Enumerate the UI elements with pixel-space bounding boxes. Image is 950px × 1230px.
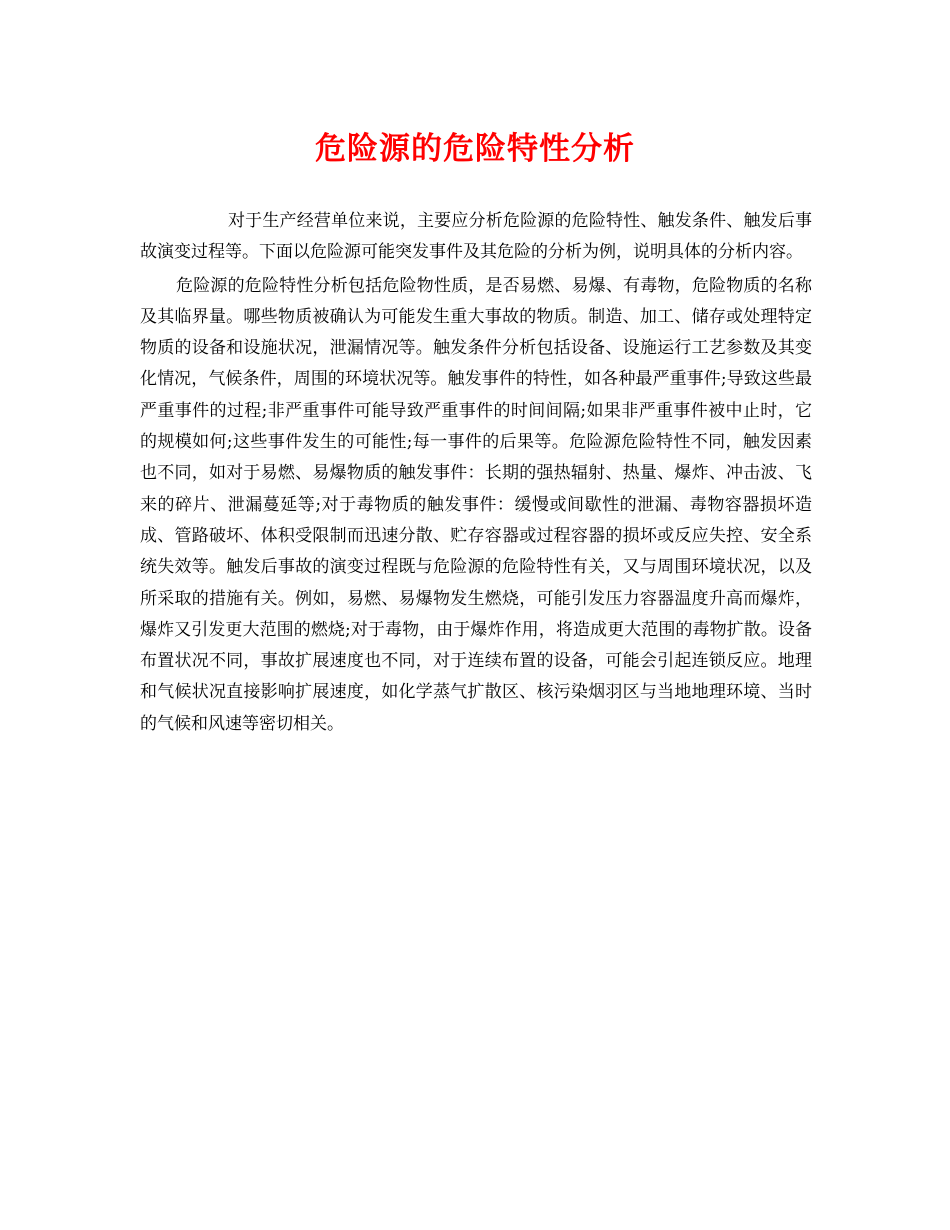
document-body (140, 206, 812, 740)
document-title: 危险源的危险特性分析 (315, 131, 635, 167)
paragraph-analysis: 危险源的危险特性分析包括危险物性质，是否易燃、易爆、有毒物，危险物质的名称及其临界量。哪些物质被确认为可能发生重大事故的物质。制造、加工、储存或处理特定物质的设备和设施状况，泄漏情况等。触发条件分析包括设备、设施运行工艺参数及其变化情况，气候条件，周围的环境状况等。触发事件的特性，如各种最严重事件;导致这些最严重事件的过程;非严重事件可能导致严重事件的时间间隔;如果非严重事件被中止时，它的规模如何;这些事件发生的可能性;每一事件的后果等。危险源危险特性不同，触发因素也不同，如对于易燃、易爆物质的触发事件：长期的强热辐射、热量、爆炸、冲击波、飞来的碎片、泄漏蔓延等;对于毒物质的触发事件：缓慢或间歇性的泄漏、毒物容器损坏造成、管路破坏、体积受限制而迅速分散、贮存容器或过程容器的损坏或反应失控、安全系统失效等。触发后事故的演变过程既与危险源的危险特性有关，又与周围环境状况，以及所采取的措施有关。例如，易燃、易爆物发生燃烧，可能引发压力容器温度升高而爆炸，爆炸又引发更大范围的燃烧;对于毒物，由于爆炸作用，将造成更大范围的毒物扩散。设备布置状况不同，事故扩展速度也不同，对于连续布置的设备，可能会引起连锁反应。地理和气候状况直接影响扩展速度，如化学蒸气扩散区、核污染烟羽区与当地地理环境、当时的气候和风速等密切相关。 (140, 275, 812, 734)
paragraph-intro: 对于生产经营单位来说，主要应分析危险源的危险特性、触发条件、触发后事故演变过程等。下面以危险源可能突发事件及其危险的分析为例，说明具体的分析内容。 (140, 211, 812, 263)
